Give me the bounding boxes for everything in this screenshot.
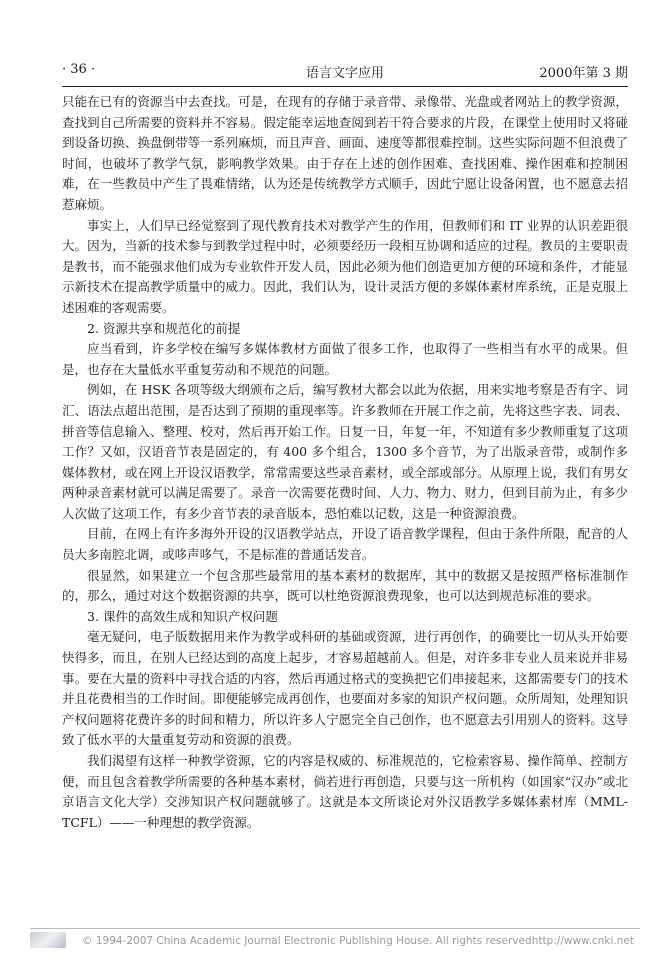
running-header [62, 60, 628, 87]
paragraph-8: 我们渴望有这样一种教学资源，它的内容是权威的、标准规范的，它检索容易、操作简单、控制方便，而且包含着教学所需要的各种基本素材，倘若进行再创造，只要与这一所机构（如国家“汉办”或北京语言文化大学）交涉知识产权问题就够了。这就是本文所谈论对外汉语教学多媒体素材库（MML-TCFL）——一种理想的教学资源。 [62, 753, 628, 830]
section-heading-3: 3. 课件的高效生成和知识产权问题 [87, 608, 278, 624]
publisher-logo-icon [30, 932, 66, 948]
paragraph-2: 事实上，人们早已经觉察到了现代教育技术对教学产生的作用，但教师们和 IT 业界的认识差距很大。因为，当新的技术参与到教学过程中时，必须要经历一段相互协调和适应的过程。教员的主要职责是教书，而不能强求他们成为专业软件开发人员，因此必须为他们创造更加方便的环境和条件，才能显示新技术在提高教学质量中的威力。因此，我们认为，设计灵活方便的多媒体素材库系统，正是克服上述困难的客观需要。 [62, 217, 628, 315]
article-body [62, 92, 628, 833]
copyright-notice: © 1994-2007 China Academic Journal Electronic Publishing House. All rights reserved. [82, 935, 535, 947]
journal-title: 语言文字应用 [305, 66, 384, 81]
footer-url: http://www.cnki.net [531, 935, 634, 947]
page-number: · 36 · [62, 62, 96, 77]
issue-label: 2000年第 3 期 [539, 66, 628, 81]
page-footer [30, 928, 640, 951]
paragraph-1: 只能在已有的资源当中去查找。可是，在现有的存储于录音带、录像带、光盘或者网站上的教学资源，查找到自己所需要的资料并不容易。假定能幸运地查阅到若干符合要求的片段，在课堂上使用时又将碰到设备切换、换盘倒带等一系列麻烦，而且声音、画面、速度等都很难控制。这些实际问题不但浪费了时间，也破坏了教学气氛，影响教学效果。由于存在上述的创作困难、查找困难、操作困难和控制困难，在一些教员中产生了畏难情绪，认为还是传统教学方式顺手，因此宁愿让设备闲置，也不愿意去招惹麻烦。 [62, 94, 628, 212]
paragraph-7: 毫无疑问，电子版数据用来作为教学或科研的基础或资源，进行再创作，的确要比一切从头开始要快得多，而且，在别人已经达到的高度上起步，才容易超越前人。但是，对许多非专业人员来说并非易事。要在大量的资料中寻找合适的内容，然后再通过格式的变换把它们串接起来，这都需要专门的技术并且花费相当的工作时间。即便能够完成再创作，也要面对多家的知识产权问题。众所周知，处理知识产权问题将花费许多的时间和精力，所以许多人宁愿完全自己创作，也不愿意去引用别人的资料。这导致了低水平的大量重复劳动和资源的浪费。 [62, 629, 628, 748]
paragraph-5: 目前，在网上有许多海外开设的汉语教学站点，开设了语音教学课程，但由于条件所限，配音的人员大多南腔北调，或哆声哆气，不是标准的普通话发音。 [62, 526, 628, 563]
paragraph-6: 很显然，如果建立一个包含那些最常用的基本素材的数据库，其中的数据又是按照严格标准制作的，那么，通过对这个数据资源的共享，既可以杜绝资源浪费现象，也可以达到规范标准的要求。 [62, 567, 628, 604]
paragraph-4: 例如，在 HSK 各项等级大纲颁布之后，编写教材大都会以此为依据，用来实地考察是否有字、词汇、语法点超出范围，是否达到了预期的重现率等。许多教师在开展工作之前，先将这些字表、词表、拼音等信息输入、整理、校对，然后再开始工作。日复一日，年复一年，不知道有多少教师重复了这项工作？又如，汉语音节表是固定的，有 400 多个组合，1300 多个音节，为了出版录音带，或制作多媒体教材，或在网上开设汉语教学，常常需要这些录音素材，或全部或部分。从原理上说，我们有男女两种录音素材就可以满足需要了。录音一次需要花费时间、人力、物力、财力，但到目前为止，有多少人次做了这项工作，有多少音节表的录音版本，恐怕难以记数，这是一种资源浪费。 [62, 382, 628, 521]
paragraph-3: 应当看到，许多学校在编写多媒体教材方面做了很多工作，也取得了一些相当有水平的成果。但是，也存在大量低水平重复劳动和不规范的问题。 [62, 341, 628, 377]
section-heading-2: 2. 资源共享和规范化的前提 [87, 320, 241, 336]
